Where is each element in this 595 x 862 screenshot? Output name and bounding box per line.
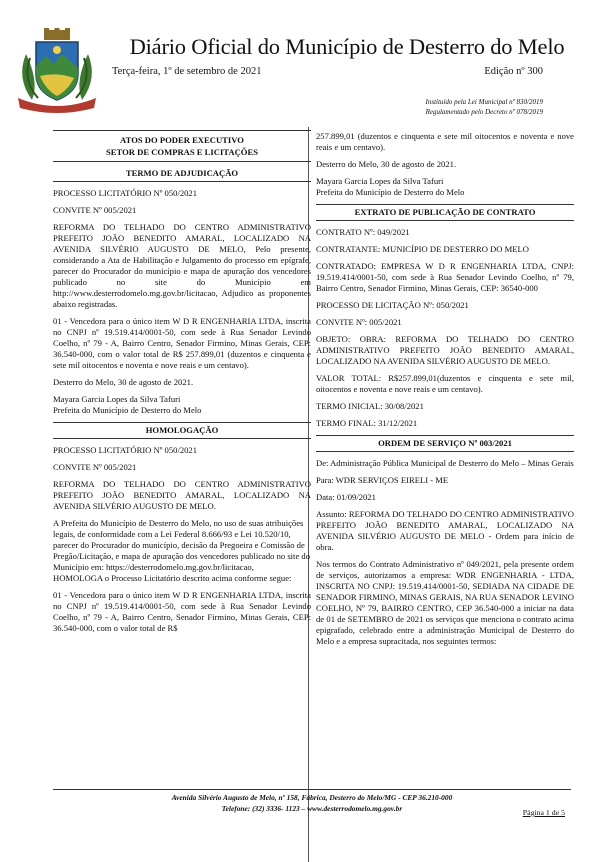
municipal-coat-of-arms-icon (12, 28, 102, 114)
adjudication-winner-item: 01 - Vencedora para o único item W D R ENGENHARIA LTDA, inscrita no CNPJ nº 19.519.414/0001-50, com sede à Rua Senador Levindo Coelho, nº 79 - A, Bairro Centro, Senador Firmino, Minas Gerais, CEP: 36.540-000, com o valor total de R$ 257.899,01 (duzentos e cinquenta e sete mil oitocentos e noventa e nove reais e um centavo). (53, 316, 311, 370)
signer-title: Prefeita do Município de Desterro do Melo (53, 405, 202, 415)
service-order-subject: Assunto: REFORMA DO TELHADO DO CENTRO ADMINISTRATIVO PREFEITO JOÃO BENEDITO AMARAL, LOCALIZADO NA AVENIDA SILVÉRIO AUGUSTO DE MELO - Ordem para início de obra. (316, 509, 574, 552)
signer-name: Mayara Garcia Lopes da Silva Tafuri (316, 176, 444, 186)
homologation-place-date: Desterro do Melo, 30 de agosto de 2021. (316, 159, 457, 169)
service-order-heading: ORDEM DE SERVIÇO Nº 003/2021 (316, 435, 574, 452)
adjudication-body: REFORMA DO TELHADO DO CENTRO ADMINISTRATIVO PREFEITO JOÃO BENEDITO AMARAL, LOCALIZADO NA AVENIDA SILVÉRIO AUGUSTO DE MELO, Pelo presente, considerando a Ata de Habilitação e Julgamento do processo em epígrafe, parecer do Procurador do município e mapa de apuração dos vencedores publicado no site do Município em http://www.desterrodomelo.mg.gov.br/licitacao, Adjudico as proponentes abaixo registradas. (53, 222, 311, 309)
contract-object: OBJETO: OBRA: REFORMA DO TELHADO DO CENTRO ADMINISTRATIVO PREFEITO JOÃO BENEDITO AMARAL, LOCALIZADO NA AVENIDA SILVÉRIO AUGUSTO DE MELO. (316, 334, 574, 366)
section-title-executive: ATOS DO PODER EXECUTIVO (120, 135, 244, 145)
service-order-to: Para: WDR SERVIÇOS EIRELI - ME (316, 475, 449, 485)
contracting-party: CONTRATANTE: MUNICÍPIO DE DESTERRO DO MELO (316, 244, 529, 254)
edition-number: Edição nº 300 (484, 66, 543, 77)
footer-contact: Telefone: (32) 3336- 1123 – www.desterrodomelo.mg.gov.br (221, 804, 403, 813)
contract-total-value: VALOR TOTAL: R$257.899,01(duzentos e cinquenta e sete mil, oitocentos e noventa e nove reais e um centavo). (316, 373, 574, 394)
homologation-value-continued: 257.899,01 (duzentos e cinquenta e sete mil oitocentos e noventa e nove reais e um centavo). (316, 131, 574, 152)
homologation-heading: HOMOLOGAÇÃO (53, 422, 311, 439)
contract-end-term: TERMO FINAL: 31/12/2021 (316, 418, 418, 428)
adjudication-place-date: Desterro do Melo, 30 de agosto de 2021. (53, 377, 194, 387)
signer-title: Prefeita do Município de Desterro do Melo (316, 187, 465, 197)
service-order-terms: Nos termos do Contrato Administrativo nº 049/2021, pela presente ordem de serviços, autorizamos a empresa: WDR ENGENHARIA - LTDA, INSCRITA NO CNPJ: 19.519.414/0001-50, SEDIADA NA CIDADE DE SENADOR FIRMINO, MINAS GERAIS, NA RUA SENADOR LEVINO COELHO, Nº 79, BAIRRO CENTRO, CEP 36.540-000 a iniciar na data de 01 de SETEMBRO de 2021 os serviços que menciona o contrato acima epigrafado, celebrado entre a administração Municipal de Desterro do Melo e a empresa supracitada, nos seguintes termos: (316, 559, 574, 646)
publication-date: Terça-feira, 1º de setembro de 2021 (112, 66, 262, 77)
invitation-number: CONVITE Nº: 005/2021 (316, 317, 402, 327)
adjudication-process-number: PROCESSO LICITATÓRIO Nº 050/2021 (53, 188, 198, 198)
homologation-process-number: PROCESSO LICITATÓRIO Nº 050/2021 (53, 445, 198, 455)
newspaper-title: Diário Oficial do Município de Desterro do Melo (129, 34, 565, 59)
contract-extract-heading: EXTRATO DE PUBLICAÇÃO DE CONTRATO (316, 204, 574, 221)
homologation-body: A Prefeita do Município de Desterro do Melo, no uso de suas atribuições legais, de conformidade com a Lei Federal 8.666/93 e Lei 10.520/10, parecer do Procurador do município, decisão da Pregoeira e Comissão de Pregão/Licitação, e mapa de apuração dos vencedores publicado no site do Município em: https://desterrodomelo.mg.gov.br/licitacao, HOMOLOGA o Processo Licitatório descrito acima conforme segue: (53, 518, 310, 583)
institution-law: Instituído pela Lei Municipal nº 830/2019 (425, 98, 543, 106)
service-order-date: Data: 01/09/2021 (316, 492, 376, 502)
footer-address: Avenida Silvério Augusto de Melo, nº 158, Fábrica, Desterro do Melo/MG - CEP 36.210-000 (171, 793, 453, 802)
page-number: Página 1 de 5 (522, 808, 565, 817)
homologation-object: REFORMA DO TELHADO DO CENTRO ADMINISTRATIVO PREFEITO JOÃO BENEDITO AMARAL, LOCALIZADO NA AVENIDA SILVÉRIO AUGUSTO DE MELO. (53, 479, 311, 511)
regulation-decree: Regulamentado pelo Decreto nº 078/2019 (425, 108, 543, 116)
section-heading (53, 130, 311, 162)
contract-start-term: TERMO INICIAL: 30/08/2021 (316, 401, 424, 411)
left-column (53, 128, 311, 640)
right-column (316, 131, 574, 653)
homologation-invitation-number: CONVITE Nº 005/2021 (53, 462, 137, 472)
bidding-process-number: PROCESSO DE LICITAÇÃO Nº: 050/2021 (316, 300, 469, 310)
footer-rule (53, 789, 571, 790)
adjudication-invitation-number: CONVITE Nº 005/2021 (53, 205, 137, 215)
signer-name: Mayara Garcia Lopes da Silva Tafuri (53, 394, 181, 404)
adjudication-heading: TERMO DE ADJUDICAÇÃO (53, 168, 311, 182)
service-order-from: De: Administração Pública Municipal de Desterro do Melo – Minas Gerais (316, 458, 574, 468)
contract-number: CONTRATO Nº: 049/2021 (316, 227, 410, 237)
homologation-winner-item: 01 - Vencedora para o único item W D R ENGENHARIA LTDA, inscrita no CNPJ nº 19.519.414/0001-50, com sede à Rua Senador Levindo Coelho, nº 79 - A, Bairro Centro, Senador Firmino, Minas Gerais, CEP: 36.540-000, com o valor total de R$ (53, 590, 311, 633)
section-title-purchasing: SETOR DE COMPRAS E LICITAÇÕES (105, 147, 258, 157)
contracted-party: CONTRATADO: EMPRESA W D R ENGENHARIA LTDA, CNPJ: 19.519.414/0001-50, com sede à Rua Senador Levindo Coelho, nº 79, Bairro Centro, Senador Firmino, Minas Gerais, CEP: 36540-000 (316, 261, 574, 293)
